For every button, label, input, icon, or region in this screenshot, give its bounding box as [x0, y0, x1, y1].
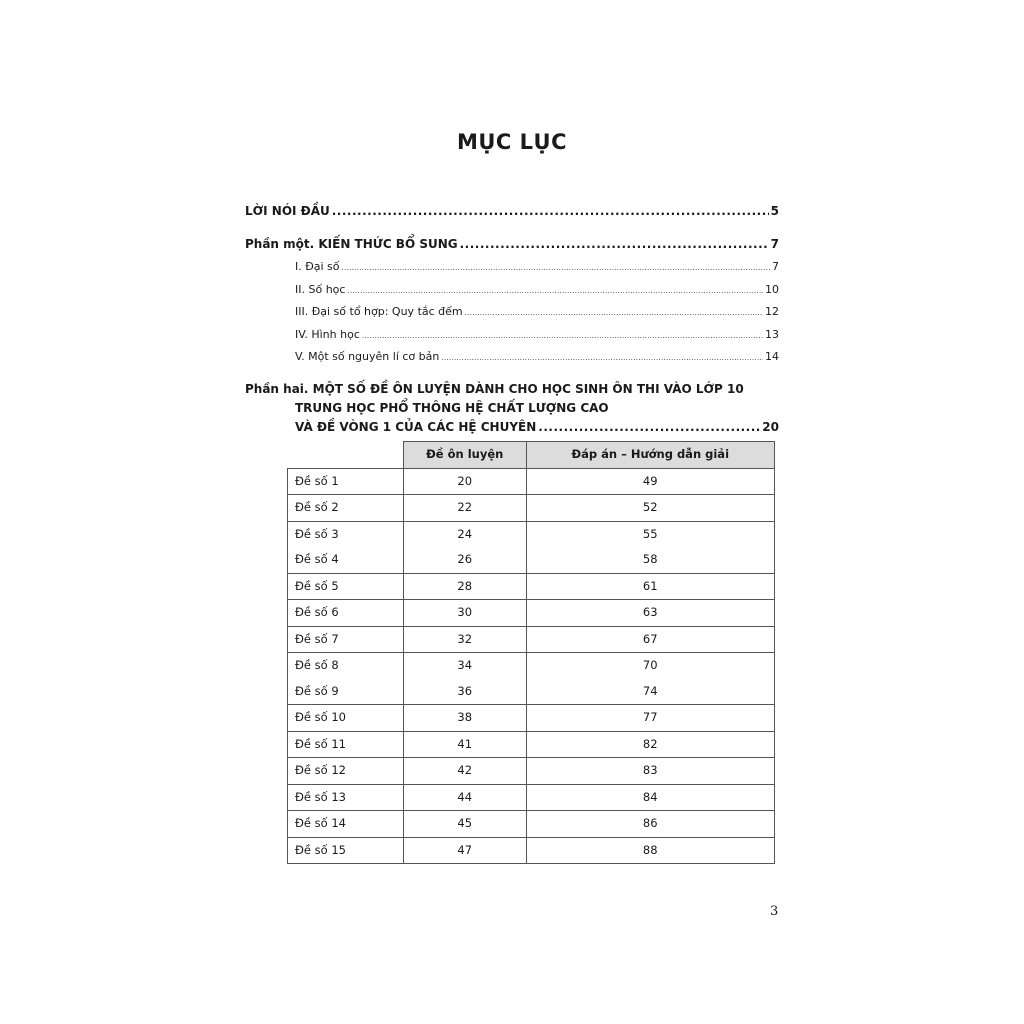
- toc-part2-line2[interactable]: TRUNG HỌC PHỔ THÔNG HỆ CHẤT LƯỢNG CAO: [295, 401, 609, 415]
- table-row: [288, 573, 775, 600]
- answer-page: 52: [526, 495, 775, 522]
- answer-page: 70: [526, 653, 775, 679]
- answer-page: 49: [526, 468, 775, 495]
- exam-page: 28: [404, 573, 527, 600]
- table-row: [288, 468, 775, 495]
- exam-page: 22: [404, 495, 527, 522]
- answer-page: 77: [526, 705, 775, 732]
- leader-dots: [460, 237, 769, 251]
- exam-name: Đề số 11: [288, 731, 404, 758]
- exam-name: Đề số 13: [288, 784, 404, 811]
- page-number: 3: [770, 904, 779, 919]
- exam-name: Đề số 7: [288, 626, 404, 653]
- exam-page: 36: [404, 679, 527, 705]
- exam-page: 26: [404, 547, 527, 573]
- answer-page: 86: [526, 811, 775, 838]
- exam-page: 32: [404, 626, 527, 653]
- table-row: [288, 679, 775, 705]
- exam-page: 30: [404, 600, 527, 627]
- exam-page: 47: [404, 837, 527, 864]
- header-answer: Đáp án – Hướng dẫn giải: [526, 442, 775, 469]
- table-row: [288, 653, 775, 679]
- table-row: [288, 626, 775, 653]
- toc-subentry[interactable]: [295, 328, 779, 341]
- table-header-row: [288, 442, 775, 469]
- toc-entry-preface[interactable]: [245, 204, 779, 218]
- table-row: [288, 705, 775, 732]
- exam-table: [287, 441, 775, 864]
- exam-page: 34: [404, 653, 527, 679]
- answer-page: 61: [526, 573, 775, 600]
- toc-label: VÀ ĐỀ VÒNG 1 CỦA CÁC HỆ CHUYÊN: [295, 420, 537, 434]
- toc-label: IV. Hình học: [295, 328, 360, 341]
- exam-name: Đề số 15: [288, 837, 404, 864]
- exam-name: Đề số 8: [288, 653, 404, 679]
- header-blank: [288, 442, 404, 469]
- exam-page: 38: [404, 705, 527, 732]
- toc-label: Phần một. KIẾN THỨC BỔ SUNG: [245, 237, 458, 251]
- answer-page: 55: [526, 521, 775, 547]
- page-title: MỤC LỤC: [456, 130, 568, 154]
- leader-dots: [332, 204, 769, 218]
- header-exam: Đề ôn luyện: [404, 442, 527, 469]
- toc-label: III. Đại số tổ hợp: Quy tắc đếm: [295, 305, 463, 318]
- toc-subentry[interactable]: [295, 283, 779, 296]
- exam-name: Đề số 4: [288, 547, 404, 573]
- table-row: [288, 811, 775, 838]
- exam-page: 44: [404, 784, 527, 811]
- table-row: [288, 495, 775, 522]
- toc-page: 13: [765, 328, 779, 341]
- exam-name: Đề số 2: [288, 495, 404, 522]
- table-row: [288, 784, 775, 811]
- exam-page: 41: [404, 731, 527, 758]
- exam-name: Đề số 14: [288, 811, 404, 838]
- toc-label: LỜI NÓI ĐẦU: [245, 204, 330, 218]
- leader-dots: [347, 283, 763, 296]
- table-row: [288, 521, 775, 547]
- answer-page: 74: [526, 679, 775, 705]
- toc-label: II. Số học: [295, 283, 346, 296]
- leader-dots: [362, 328, 763, 341]
- answer-page: 63: [526, 600, 775, 627]
- leader-dots: [465, 305, 763, 318]
- answer-page: 84: [526, 784, 775, 811]
- exam-page: 24: [404, 521, 527, 547]
- leader-dots: [538, 420, 760, 434]
- toc-subentry[interactable]: [295, 350, 779, 363]
- leader-dots: [342, 260, 770, 273]
- answer-page: 83: [526, 758, 775, 785]
- answer-page: 82: [526, 731, 775, 758]
- toc-subentry[interactable]: [295, 305, 779, 318]
- answer-page: 67: [526, 626, 775, 653]
- toc-page: 20: [762, 420, 779, 434]
- exam-name: Đề số 12: [288, 758, 404, 785]
- leader-dots: [441, 350, 763, 363]
- exam-page: 42: [404, 758, 527, 785]
- toc-page: 12: [765, 305, 779, 318]
- answer-page: 88: [526, 837, 775, 864]
- toc-page: 5: [770, 204, 779, 218]
- toc-entry-part1[interactable]: [245, 237, 779, 251]
- toc-label: V. Một số nguyên lí cơ bản: [295, 350, 440, 363]
- toc-page: 7: [770, 237, 779, 251]
- table-row: [288, 731, 775, 758]
- exam-name: Đề số 10: [288, 705, 404, 732]
- toc-page: 7: [772, 260, 779, 273]
- toc-label: I. Đại số: [295, 260, 340, 273]
- exam-name: Đề số 9: [288, 679, 404, 705]
- exam-name: Đề số 1: [288, 468, 404, 495]
- table-row: [288, 758, 775, 785]
- table-row: [288, 837, 775, 864]
- table-row: [288, 600, 775, 627]
- toc-page: 14: [765, 350, 779, 363]
- table-row: [288, 547, 775, 573]
- exam-page: 45: [404, 811, 527, 838]
- toc-page: 10: [765, 283, 779, 296]
- toc-entry-part2[interactable]: [295, 420, 779, 434]
- exam-name: Đề số 3: [288, 521, 404, 547]
- toc-subentry[interactable]: [295, 260, 779, 273]
- exam-name: Đề số 6: [288, 600, 404, 627]
- exam-name: Đề số 5: [288, 573, 404, 600]
- answer-page: 58: [526, 547, 775, 573]
- toc-part2-line1[interactable]: Phần hai. MỘT SỐ ĐỀ ÔN LUYỆN DÀNH CHO HỌC SINH ÔN THI VÀO LỚP 10: [245, 382, 744, 396]
- exam-page: 20: [404, 468, 527, 495]
